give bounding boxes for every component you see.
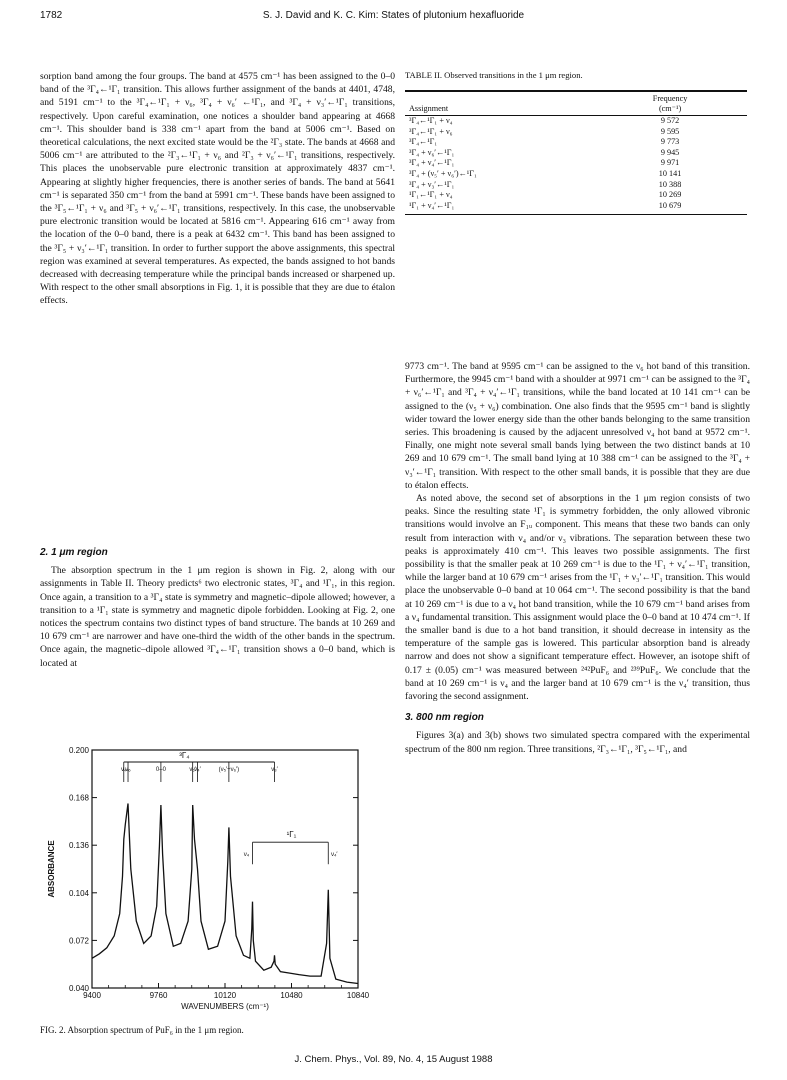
x-tick-label: 10480 <box>280 991 303 1000</box>
table-caption: TABLE II. Observed transitions in the 1 μm region. <box>405 70 583 80</box>
chart-series <box>92 804 358 984</box>
figure-caption: FIG. 2. Absorption spectrum of PuF₆ in the 1 μm region. <box>40 1025 244 1035</box>
cell-assignment: ³Γ₄←¹Γ₁ + ν₆ <box>409 126 453 136</box>
annotation-label: (ν₅′+ν₆′) <box>218 767 240 773</box>
x-tick-label: 9400 <box>83 991 101 1000</box>
annotation-label: ν₆′ <box>189 767 196 773</box>
cell-frequency: 9 595 <box>660 126 680 136</box>
cell-frequency: 9 572 <box>660 116 680 125</box>
paragraph: 9773 cm⁻¹. The band at 9595 cm⁻¹ can be assigned to the ν₆ hot band of this transition. Furthermore, the 9945 cm⁻¹ band with a shoulder at 9971 cm⁻¹ can be assigned to the ³Γ₄ + ν₆′←¹Γ₁ and ³Γ₄ + ν₄′←¹Γ₁ transitions, while the band located at 10 141 cm⁻¹ can be assigned to the (ν₅ + ν₆) combination. One also finds that the 9595 cm⁻¹ band is slightly wider toward the lower energy side than the other bands belonging to the same transition series. This broadening is caused by the adjacent unresolved ν₄ hot band at 9572 cm⁻¹. Finally, one might note several small bands lying between the two distinct bands at 10 269 and 10 679 cm⁻¹. The small band lying at 10 388 cm⁻¹ can be assigned to the ³Γ₄ + ν₃′←¹Γ₁ transition. With respect to the other small bands, it is possible that they are due to étalon effects. <box>405 361 750 491</box>
running-title: S. J. David and K. C. Kim: States of plutonium hexafluoride <box>262 10 525 21</box>
annotation-label: ν₄ <box>243 852 250 859</box>
table-row <box>405 180 747 191</box>
cell-frequency: 10 269 <box>658 190 682 200</box>
y-tick-label: 0.200 <box>68 746 89 755</box>
section-heading: 3. 800 nm region <box>405 712 484 724</box>
table-row <box>405 148 747 159</box>
column-header-label: Assignment <box>409 104 449 113</box>
column-header-unit: (cm⁻¹) <box>658 104 682 113</box>
absorption-spectrum-chart <box>40 730 395 1020</box>
table-body <box>405 116 747 215</box>
y-tick-label: 0.040 <box>68 984 89 993</box>
cell-assignment: ¹Γ₁ + ν₄′←¹Γ₁ <box>409 200 455 210</box>
y-tick-label: 0.104 <box>68 888 89 898</box>
x-tick-label: 10840 <box>346 991 370 1000</box>
right-column-text <box>405 360 750 756</box>
cell-assignment: ³Γ₄ + ν₄′←¹Γ₁ <box>409 158 455 168</box>
cell-frequency: 10 388 <box>658 179 682 189</box>
y-tick-label: 0.136 <box>68 841 89 851</box>
cell-frequency: 9 945 <box>660 147 680 157</box>
annotation-label: ν₆ <box>125 767 131 773</box>
left-column-section <box>40 538 395 670</box>
annotation-label: ν₄′ <box>330 852 338 859</box>
x-tick-label: 10120 <box>213 991 237 1000</box>
annotation-label: ν₄′ <box>194 767 201 773</box>
group-label-right: ¹Γ₁ <box>286 830 297 840</box>
cell-assignment: ³Γ₄ + (ν₅′ + ν₆′)←¹Γ₁ <box>409 168 477 178</box>
column-header-label: Frequency <box>652 94 688 103</box>
column-header-assignment <box>405 91 593 116</box>
x-axis-label: WAVENUMBERS (cm⁻¹) <box>181 1002 269 1011</box>
cell-assignment: ³Γ₄←¹Γ₁ <box>409 137 438 147</box>
annotation-label: 0–0 <box>155 767 166 773</box>
left-column-text <box>40 70 395 308</box>
spectrum-line <box>92 804 358 984</box>
y-tick-label: 0.168 <box>68 793 89 803</box>
table-row <box>405 137 747 148</box>
cell-frequency: 9 773 <box>660 137 680 147</box>
table-row <box>405 158 747 169</box>
table-row <box>405 127 747 138</box>
cell-assignment: ³Γ₄←¹Γ₁ + ν₄ <box>409 116 453 125</box>
table-row <box>405 190 747 201</box>
cell-frequency: 10 679 <box>658 200 682 210</box>
cell-assignment: ³Γ₄ + ν₃′←¹Γ₁ <box>409 179 455 189</box>
annotation-label: ν₃′ <box>271 767 278 773</box>
paragraph: sorption band among the four groups. The band at 4575 cm⁻¹ has been assigned to the 0–0 band of the ³Γ₄←¹Γ₁ transition. This allows further assignment of the bands at 4401, 4748, and 5191 cm⁻¹ to the ³Γ₄←¹Γ₁ + ν₆, ³Γ₄ + ν₆′ ←¹Γ₁, and ³Γ₄ + ν₃′←¹Γ₁ transitions, respectively. Upon careful examination, one notices a shoulder band appearing at 4668 cm⁻¹. This shoulder band is 338 cm⁻¹ apart from the band at 5006 cm⁻¹. Based on theoretical calculations, the next excited state would be the ²Γ₃ state. The bands at 4668 and 5006 cm⁻¹ are attributed to the ²Γ₃←¹Γ₁ + ν₆ and ²Γ₃ + ν₆′←¹Γ₁ transitions, respectively. This places the unobservable pure electronic transition at approximately 4837 cm⁻¹. Appearing at slightly higher frequencies, there is another series of bands. The band at 5641 cm⁻¹ is separated 350 cm⁻¹ from the band at 5991 cm⁻¹. These bands have been assigned to the ³Γ₅←¹Γ₁ + ν₆ and ³Γ₅ + ν₆′←¹Γ₁ transitions, respectively. In this case, the unobservable pure electronic transition would be located at 5816 cm⁻¹. Appearing 616 cm⁻¹ away from the location of the 0–0 band, there is a peak at 6432 cm⁻¹. This band has been assigned to the ³Γ₅ + ν₃′←¹Γ₁ transition. In order to further support the above assignments, this spectral region was examined at several temperatures. As expected, the bands assigned to hot bands decreased with decreasing temperature while the principal bands increased or sharpened up. With respect to the other small absorptions in Fig. 1, it is possible that they are due to étalon effects. <box>40 71 395 307</box>
cell-assignment: ¹Γ₁←¹Γ₁ + ν₄ <box>409 190 453 200</box>
cell-assignment: ³Γ₄ + ν₆′←¹Γ₁ <box>409 147 455 157</box>
table-row <box>405 201 747 215</box>
column-header-frequency <box>593 91 747 116</box>
y-tick-label: 0.072 <box>68 936 89 946</box>
x-tick-label: 9760 <box>149 991 168 1000</box>
cell-frequency: 9 971 <box>660 158 680 168</box>
y-axis-label: ABSORBANCE <box>47 840 56 898</box>
page-number: 1782 <box>40 10 63 21</box>
paragraph: The absorption spectrum in the 1 μm region is shown in Fig. 2, along with our assignments in Table II. Theory predicts⁶ two electronic states, ³Γ₄ and ¹Γ₁, in this region. Once again, a transition to a ³Γ₄ state is symmetry and magnetic–dipole allowed; however, a transition to a ¹Γ₁ state is symmetry and magnetic dipole forbidden. Looking at Fig. 2, one notices the spectrum contains two distinct types of band structure. The bands at 10 269 and 10 679 cm⁻¹ are narrower and have one-third the width of the other bands in the spectrum. Once again, the magnetic–dipole allowed ³Γ₄←¹Γ₁ transition shows a 0–0 band, which is located at <box>40 565 395 669</box>
table-ii <box>405 70 747 215</box>
cell-frequency: 10 141 <box>658 168 682 178</box>
section-heading: 2. 1 μm region <box>40 547 108 558</box>
paragraph: As noted above, the second set of absorptions in the 1 μm region consists of two peaks. Since the resulting state ¹Γ₁ is symmetry forbidden, the only allowed vibronic transitions would involve an F₁ᵤ component. This means that these two bands can only result from interaction with ν₄ and/or ν₃ vibrations. The separation between these two peaks is approximately 410 cm⁻¹. This leaves two possible assignments. The first possibility is that the smaller peak at 10 269 cm⁻¹ is due to the ¹Γ₁ + ν₄′←¹Γ₁ transition, while the larger band at 10 679 cm⁻¹ arises from the ¹Γ₁ + ν₃′←¹Γ₁ transition. This would place the unobservable 0–0 band at 10 064 cm⁻¹. The second possibility is that the band at 10 269 cm⁻¹ is due to a ν₄ hot band transition, while the 10 679 cm⁻¹ band arises from a ν₄ fundamental transition. This assignment would place the 0–0 band at 10 474 cm⁻¹. If the smaller band is due to a hot band transition, it should decrease in intensity as the temperature of the sample gas is lowered. This particular absorption band is already narrow and does not show a significant temperature effect. However, an isotope shift of 0.17 ± (0.05) cm⁻¹ was measured between ²⁴²PuF₆ and ²³⁹PuF₆. We conclude that the band at 10 269 cm⁻¹ is ν₄ and the larger band at 10 679 cm⁻¹ is the ν₄′ transition, thus favoring the second assignment. <box>405 493 750 703</box>
group-label-left: ³Γ₄ <box>179 751 190 760</box>
table-row <box>405 169 747 180</box>
table-row <box>405 116 747 127</box>
plot-frame <box>92 750 358 988</box>
transitions-table <box>405 90 747 215</box>
table-header-row <box>405 91 747 116</box>
paragraph: Figures 3(a) and 3(b) shows two simulated spectra compared with the experimental spectrum of the 800 nm region. Three transitions, ²Γ₃←¹Γ₁, ³Γ₅←¹Γ₁, and <box>405 730 750 755</box>
page-footer: J. Chem. Phys., Vol. 89, No. 4, 15 August 1988 <box>294 1054 493 1065</box>
annotation-label: ν₄ <box>121 767 127 773</box>
